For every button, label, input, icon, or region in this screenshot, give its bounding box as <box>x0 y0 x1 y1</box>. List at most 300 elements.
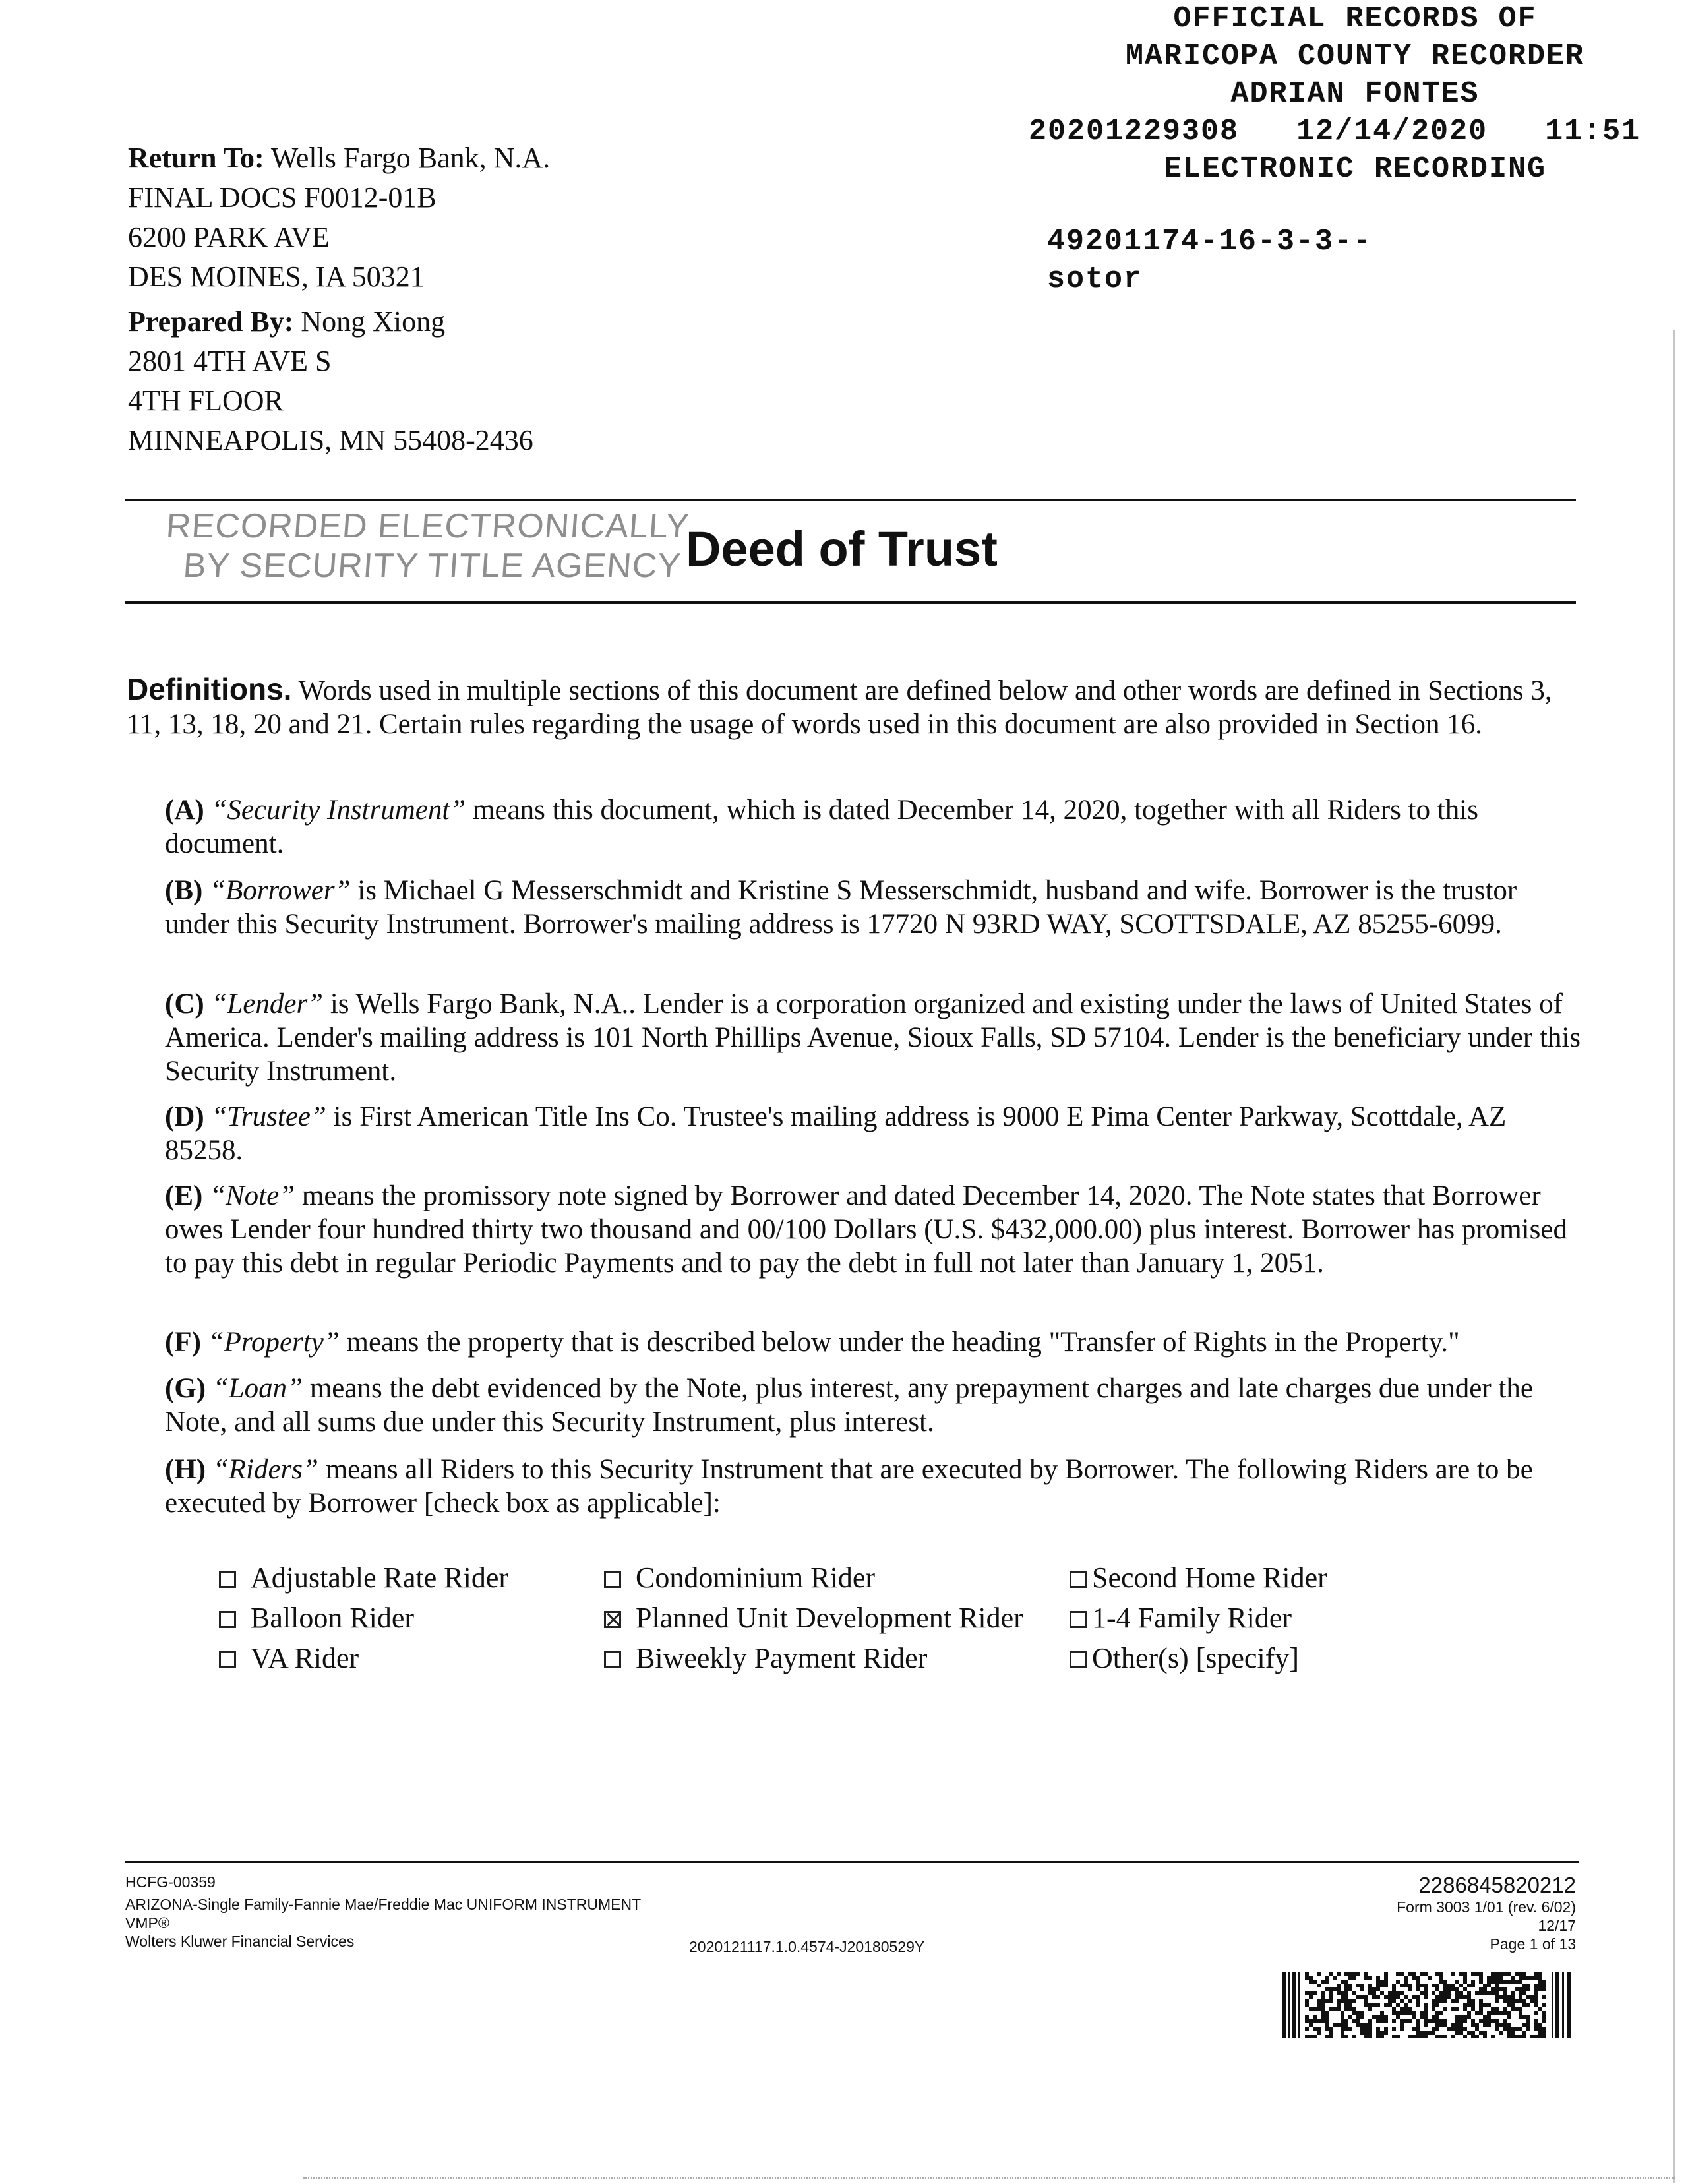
checkbox-other[interactable] <box>1070 1651 1087 1668</box>
barcode-cell <box>1305 2015 1309 2019</box>
barcode-cell <box>1455 1987 1459 1991</box>
barcode-cell <box>1376 1987 1380 1991</box>
barcode-cell <box>1380 2035 1384 2038</box>
barcode-cell <box>1416 1995 1420 1999</box>
barcode-cell <box>1412 2015 1416 2019</box>
barcode-cell <box>1368 2003 1372 2007</box>
recording-number: 20201229308 <box>1029 115 1240 148</box>
barcode-cell <box>1455 1991 1459 1995</box>
barcode-cell <box>1459 2031 1463 2035</box>
barcode-cell <box>1325 1999 1329 2003</box>
definition-item <box>165 793 1582 861</box>
barcode-cell <box>1348 1976 1352 1980</box>
rider-label: Second Home Rider <box>1092 1562 1327 1594</box>
barcode-cell <box>1526 2003 1530 2007</box>
barcode-cell <box>1491 2019 1495 2023</box>
barcode-cell <box>1530 2035 1534 2038</box>
barcode-cell <box>1392 1987 1396 1991</box>
barcode-cell <box>1507 1995 1511 1999</box>
barcode-cell <box>1344 2035 1348 2038</box>
definition-item <box>165 1325 1582 1359</box>
checkbox-condominium[interactable] <box>604 1571 621 1588</box>
barcode-cell <box>1507 2035 1511 2038</box>
barcode-cell <box>1467 1991 1471 1995</box>
barcode-cell <box>1317 1972 1321 1976</box>
barcode-cell <box>1376 1976 1380 1980</box>
barcode-cell <box>1491 2035 1495 2038</box>
recording-reference <box>1047 223 1372 298</box>
barcode-cell <box>1499 1980 1503 1984</box>
rider-option-balloon[interactable] <box>219 1598 414 1638</box>
barcode-cell <box>1487 2019 1491 2023</box>
barcode-cell <box>1309 2007 1313 2011</box>
barcode-cell <box>1463 2003 1467 2007</box>
barcode-cell <box>1341 2035 1344 2038</box>
barcode-cell <box>1364 2035 1368 2038</box>
barcode-bar <box>1292 1972 1296 2038</box>
barcode-cell <box>1305 2027 1309 2031</box>
barcode-cell <box>1522 1991 1526 1995</box>
barcode-cell <box>1392 1995 1396 1999</box>
barcode-cell <box>1392 2019 1396 2023</box>
barcode-cell <box>1534 1972 1538 1976</box>
barcode-cell <box>1341 1991 1344 1995</box>
prepared-by-line: 4TH FLOOR <box>128 384 284 417</box>
barcode-cell <box>1443 1984 1447 1987</box>
recording-ref-number: 49201174-16-3-3-- <box>1047 225 1373 258</box>
barcode-cell <box>1424 1987 1428 1991</box>
barcode-cell <box>1519 1976 1522 1980</box>
barcode-cell <box>1439 2019 1443 2023</box>
barcode-cell <box>1519 2015 1522 2019</box>
barcode-cell <box>1463 2027 1467 2031</box>
barcode-bar <box>1567 1972 1571 2038</box>
barcode-cell <box>1534 1984 1538 1987</box>
barcode-cell <box>1313 1980 1317 1984</box>
barcode-cell <box>1435 2003 1439 2007</box>
barcode-cell <box>1542 2019 1546 2023</box>
barcode-cell <box>1522 2015 1526 2019</box>
barcode-cell <box>1471 2019 1475 2023</box>
barcode-cell <box>1396 2011 1400 2015</box>
barcode-cell <box>1471 2031 1475 2035</box>
barcode-cell <box>1439 1995 1443 1999</box>
barcode-cell <box>1424 2019 1428 2023</box>
barcode-cell <box>1487 2011 1491 2015</box>
barcode-cell <box>1408 2007 1412 2011</box>
barcode-cell <box>1451 1987 1455 1991</box>
barcode-cell <box>1396 1980 1400 1984</box>
barcode-cell <box>1483 1984 1487 1987</box>
barcode-cell <box>1404 1976 1408 1980</box>
barcode-cell <box>1511 2035 1515 2038</box>
checkbox-second-home[interactable] <box>1070 1571 1087 1588</box>
barcode-cell <box>1420 1991 1424 1995</box>
barcode-cell <box>1499 1976 1503 1980</box>
barcode-cell <box>1372 2003 1376 2007</box>
barcode-cell <box>1313 2015 1317 2019</box>
barcode-cell <box>1534 1999 1538 2003</box>
barcode-cell <box>1325 1980 1329 1984</box>
scan-edge-line <box>1673 330 1675 2183</box>
barcode-cell <box>1325 2011 1329 2015</box>
barcode-cell <box>1376 2035 1380 2038</box>
barcode-cell <box>1519 1991 1522 1995</box>
barcode-cell <box>1451 2023 1455 2027</box>
barcode-cell <box>1538 2031 1542 2035</box>
barcode-cell <box>1435 2015 1439 2019</box>
barcode-cell <box>1317 2031 1321 2035</box>
barcode-cell <box>1412 2011 1416 2015</box>
barcode-cell <box>1515 1980 1519 1984</box>
definition-item <box>165 1453 1582 1520</box>
barcode-cell <box>1380 2011 1384 2015</box>
barcode-cell <box>1344 2019 1348 2023</box>
barcode-cell <box>1416 2027 1420 2031</box>
barcode-cell <box>1463 2019 1467 2023</box>
barcode-cell <box>1376 1984 1380 1987</box>
barcode-cell <box>1368 2031 1372 2035</box>
barcode-cell <box>1534 2035 1538 2038</box>
barcode-cell <box>1451 1984 1455 1987</box>
barcode-cell <box>1408 1984 1412 1987</box>
barcode-cell <box>1511 1980 1515 1984</box>
barcode-cell <box>1522 1984 1526 1987</box>
barcode-cell <box>1435 2035 1439 2038</box>
barcode-cell <box>1542 2015 1546 2019</box>
barcode-cell <box>1305 2035 1309 2038</box>
barcode-cell <box>1384 1976 1388 1980</box>
barcode-cell <box>1305 2003 1309 2007</box>
barcode-cell <box>1503 2019 1507 2023</box>
barcode-cell <box>1447 1991 1451 1995</box>
barcode-cell <box>1416 2031 1420 2035</box>
barcode-cell <box>1416 1987 1420 1991</box>
barcode-cell <box>1507 2027 1511 2031</box>
barcode-cell <box>1471 2007 1475 2011</box>
barcode-cell <box>1364 1995 1368 1999</box>
barcode-cell <box>1317 1999 1321 2003</box>
prepared-by-line: MINNEAPOLIS, MN 55408-2436 <box>128 424 533 456</box>
barcode-cell <box>1503 1999 1507 2003</box>
barcode-cell <box>1416 1984 1420 1987</box>
barcode-cell <box>1364 1976 1368 1980</box>
barcode-cell <box>1522 1987 1526 1991</box>
barcode-cell <box>1333 1987 1337 1991</box>
barcode-cell <box>1408 2019 1412 2023</box>
loan-number: 2286845820212 <box>1418 1873 1576 1897</box>
barcode-cell <box>1451 1972 1455 1976</box>
barcode-cell <box>1392 1984 1396 1987</box>
barcode-cell <box>1376 1995 1380 1999</box>
rider-label: VA Rider <box>251 1642 359 1674</box>
barcode-cell <box>1515 1972 1519 1976</box>
rider-option-planned-unit-development[interactable] <box>604 1598 1023 1638</box>
prepared-by-label: Prepared By: <box>128 305 294 338</box>
barcode-cell <box>1368 2035 1372 2038</box>
footer-rule <box>125 1861 1579 1863</box>
barcode-cell <box>1479 1976 1483 1980</box>
barcode-cell <box>1487 2015 1491 2019</box>
definition-label: (G) <box>165 1373 206 1404</box>
barcode-cell <box>1400 1984 1404 1987</box>
barcode-cell <box>1435 2011 1439 2015</box>
barcode-cell <box>1471 2023 1475 2027</box>
rider-option-adjustable-rate[interactable] <box>219 1558 508 1598</box>
form-number: Form 3003 1/01 (rev. 6/02) <box>1397 1898 1576 1916</box>
barcode-cell <box>1479 2019 1483 2023</box>
instrument-name: ARIZONA-Single Family-Fannie Mae/Freddie Mac UNIFORM INSTRUMENT <box>125 1896 642 1913</box>
barcode-cell <box>1337 1984 1341 1987</box>
barcode-cell <box>1463 2015 1467 2019</box>
rider-label: Planned Unit Development Rider <box>636 1602 1023 1634</box>
definition-term: “Lender” <box>211 988 324 1019</box>
barcode-cell <box>1325 2035 1329 2038</box>
barcode-cell <box>1459 1984 1463 1987</box>
checkbox-adjustable-rate[interactable] <box>219 1571 236 1588</box>
barcode-cell <box>1376 2027 1380 2031</box>
barcode-cell <box>1333 2023 1337 2027</box>
rider-option-condominium[interactable] <box>604 1558 875 1598</box>
barcode-cell <box>1321 1995 1325 1999</box>
barcode-cell <box>1479 2011 1483 2015</box>
barcode-cell <box>1341 2027 1344 2031</box>
title-top-rule <box>125 499 1576 501</box>
barcode-cell <box>1519 2027 1522 2031</box>
definition-item <box>165 1179 1582 1280</box>
rider-label: Adjustable Rate Rider <box>251 1562 509 1594</box>
barcode-cell <box>1519 1987 1522 1991</box>
barcode-cell <box>1321 1999 1325 2003</box>
barcode-cell <box>1475 2023 1479 2027</box>
definition-term: “Riders” <box>212 1454 318 1485</box>
barcode-cell <box>1495 2027 1499 2031</box>
barcode-cell <box>1424 2015 1428 2019</box>
barcode-cell <box>1471 1999 1475 2003</box>
barcode-cell <box>1368 1984 1372 1987</box>
barcode-cell <box>1538 2023 1542 2027</box>
barcode-cell <box>1325 2015 1329 2019</box>
barcode-cell <box>1439 2011 1443 2015</box>
publisher: Wolters Kluwer Financial Services <box>125 1933 355 1950</box>
recorded-electronically-stamp <box>162 506 691 586</box>
checkbox-balloon[interactable] <box>219 1611 236 1628</box>
barcode-cell <box>1408 1987 1412 1991</box>
rider-option-second-home[interactable] <box>1070 1558 1327 1598</box>
barcode-cell <box>1522 2031 1526 2035</box>
barcode-cell <box>1321 2011 1325 2015</box>
barcode-cell <box>1503 1987 1507 1991</box>
rider-option-va[interactable] <box>219 1639 359 1678</box>
barcode-cell <box>1439 1991 1443 1995</box>
barcode-cell <box>1467 1999 1471 2003</box>
barcode-cell <box>1443 1995 1447 1999</box>
barcode-cell <box>1396 2015 1400 2019</box>
barcode-cell <box>1435 1972 1439 1976</box>
barcode-cell <box>1511 1999 1515 2003</box>
barcode-cell <box>1356 1972 1360 1976</box>
barcode-cell <box>1309 1991 1313 1995</box>
barcode-cell <box>1420 2011 1424 2015</box>
barcode-cell <box>1503 2027 1507 2031</box>
definitions-heading: Definitions. <box>127 672 292 706</box>
barcode-cell <box>1360 2031 1364 2035</box>
barcode-cell <box>1348 2027 1352 2031</box>
barcode-cell <box>1313 2027 1317 2031</box>
barcode-cell <box>1455 1980 1459 1984</box>
barcode-cell <box>1321 2003 1325 2007</box>
checkbox-va[interactable] <box>219 1651 236 1668</box>
barcode-cell <box>1534 2011 1538 2015</box>
barcode-cell <box>1499 2023 1503 2027</box>
definition-term: “Borrower” <box>210 875 351 906</box>
barcode-cell <box>1424 1984 1428 1987</box>
barcode-cell <box>1495 2023 1499 2027</box>
definitions-intro-text: Words used in multiple sections of this document are defined below and other words are defined in Sections 3, 11, 13, 18, 20 and 21. Certain rules regarding the usage of words used in this document are also provided in Section 16. <box>127 675 1552 740</box>
barcode-cell <box>1313 1991 1317 1995</box>
barcode-cell <box>1384 1972 1388 1976</box>
checkbox-one-four-family[interactable] <box>1070 1611 1087 1628</box>
barcode-cell <box>1329 1995 1333 1999</box>
barcode-cell <box>1432 2027 1435 2031</box>
barcode-cell <box>1344 1987 1348 1991</box>
definition-text: is Michael G Messerschmidt and Kristine S Messerschmidt, husband and wife. Borrower is the trustor under this Security Instrument. Borrower's mailing address is 17720 N 93RD WAY, SCOTTSDALE, AZ 85255-6099. <box>165 875 1517 940</box>
return-to-label: Return To: <box>128 142 264 174</box>
barcode-cell <box>1408 1972 1412 1976</box>
barcode-cell <box>1435 2027 1439 2031</box>
barcode-cell <box>1495 1984 1499 1987</box>
barcode-cell <box>1348 1972 1352 1976</box>
barcode-cell <box>1542 1995 1546 1999</box>
definition-label: (A) <box>165 795 204 826</box>
barcode-cell <box>1432 1999 1435 2003</box>
barcode-bar <box>1298 1972 1300 2038</box>
barcode-cell <box>1503 1980 1507 1984</box>
barcode-cell <box>1356 2023 1360 2027</box>
barcode-cell <box>1341 1995 1344 1999</box>
barcode-cell <box>1538 2027 1542 2031</box>
barcode-cell <box>1471 2003 1475 2007</box>
barcode-cell <box>1416 2035 1420 2038</box>
barcode-cell <box>1309 1995 1313 1999</box>
barcode-cell <box>1404 2011 1408 2015</box>
barcode-cell <box>1380 1991 1384 1995</box>
definition-text: is Wells Fargo Bank, N.A.. Lender is a corporation organized and existing under the laws of United States of America. Lender's mailing address is 101 North Phillips Avenue, Sioux Falls, SD 57104. Lender is the beneficiary under this Security Instrument. <box>165 988 1581 1087</box>
barcode-cell <box>1467 1984 1471 1987</box>
barcode-cell <box>1507 1980 1511 1984</box>
barcode-cell <box>1352 1976 1356 1980</box>
barcode-cell <box>1491 1987 1495 1991</box>
barcode-cell <box>1542 1980 1546 1984</box>
barcode-cell <box>1376 2003 1380 2007</box>
stamp-line-1: RECORDED ELECTRONICALLY <box>165 507 691 545</box>
barcode-cell <box>1341 2015 1344 2019</box>
recorder-line-2: MARICOPA COUNTY RECORDER <box>1125 40 1585 73</box>
barcode-cell <box>1329 2007 1333 2011</box>
barcode-cell <box>1412 2035 1416 2038</box>
barcode-cell <box>1432 2031 1435 2035</box>
barcode-cell <box>1483 2035 1487 2038</box>
barcode-cell <box>1526 2027 1530 2031</box>
barcode-cell <box>1455 2007 1459 2011</box>
barcode-cell <box>1384 1980 1388 1984</box>
barcode-cell <box>1380 2015 1384 2019</box>
barcode-cell <box>1479 1972 1483 1976</box>
barcode-cell <box>1333 2007 1337 2011</box>
barcode-cell <box>1372 2015 1376 2019</box>
barcode-cell <box>1435 1984 1439 1987</box>
barcode-cell <box>1420 2035 1424 2038</box>
definitions-intro <box>127 673 1587 741</box>
barcode-cell <box>1356 2011 1360 2015</box>
barcode-cell <box>1360 2011 1364 2015</box>
footer-right <box>1397 1873 1576 1953</box>
barcode-cell <box>1451 1999 1455 2003</box>
barcode-cell <box>1364 2023 1368 2027</box>
barcode-cell <box>1439 1999 1443 2003</box>
barcode-cell <box>1348 2015 1352 2019</box>
barcode-cell <box>1416 1980 1420 1984</box>
rider-option-one-four-family[interactable] <box>1070 1598 1292 1638</box>
barcode-cell <box>1356 2019 1360 2023</box>
return-to-name: Wells Fargo Bank, N.A. <box>270 142 551 174</box>
barcode-cell <box>1515 1987 1519 1991</box>
barcode-cell <box>1380 2031 1384 2035</box>
barcode-cell <box>1368 2019 1372 2023</box>
definition-text: means the property that is described below under the heading "Transfer of Rights in the Property." <box>346 1327 1460 1358</box>
barcode-cell <box>1542 2011 1546 2015</box>
barcode-cell <box>1372 1995 1376 1999</box>
barcode-cell <box>1344 2027 1348 2031</box>
barcode-cell <box>1309 2035 1313 2038</box>
barcode-cell <box>1424 1972 1428 1976</box>
barcode-cell <box>1313 2019 1317 2023</box>
barcode-cell <box>1538 1984 1542 1987</box>
barcode-cell <box>1424 2035 1428 2038</box>
barcode-cell <box>1305 2019 1309 2023</box>
barcode-cell <box>1503 2023 1507 2027</box>
barcode-cell <box>1491 2007 1495 2011</box>
barcode-cell <box>1356 2015 1360 2019</box>
barcode-cell <box>1443 1980 1447 1984</box>
barcode-cell <box>1459 2027 1463 2031</box>
definition-label: (F) <box>165 1327 201 1358</box>
barcode-cell <box>1360 2027 1364 2031</box>
footer-doc-id: 2020121117.1.0.4574-J20180529Y <box>689 1938 925 1955</box>
barcode-cell <box>1309 1976 1313 1980</box>
barcode-cell <box>1321 2007 1325 2011</box>
checkbox-planned-unit-development[interactable] <box>604 1611 621 1628</box>
barcode-cell <box>1329 1972 1333 1976</box>
vmp-mark: VMP® <box>125 1914 169 1931</box>
barcode-cell <box>1443 2019 1447 2023</box>
checkbox-biweekly[interactable] <box>604 1651 621 1668</box>
rider-option-other[interactable] <box>1070 1639 1299 1678</box>
barcode-cell <box>1309 2023 1313 2027</box>
barcode-cell <box>1483 2003 1487 2007</box>
barcode-cell <box>1471 1972 1475 1976</box>
rider-option-biweekly[interactable] <box>604 1639 927 1678</box>
barcode-cell <box>1542 1984 1546 1987</box>
barcode-cell <box>1337 2007 1341 2011</box>
barcode-cell <box>1364 2027 1368 2031</box>
barcode-cell <box>1344 1991 1348 1995</box>
barcode-cell <box>1459 2015 1463 2019</box>
barcode-cell <box>1519 2035 1522 2038</box>
barcode-cell <box>1522 2035 1526 2038</box>
barcode-cell <box>1542 2035 1546 2038</box>
barcode-cell <box>1368 1991 1372 1995</box>
